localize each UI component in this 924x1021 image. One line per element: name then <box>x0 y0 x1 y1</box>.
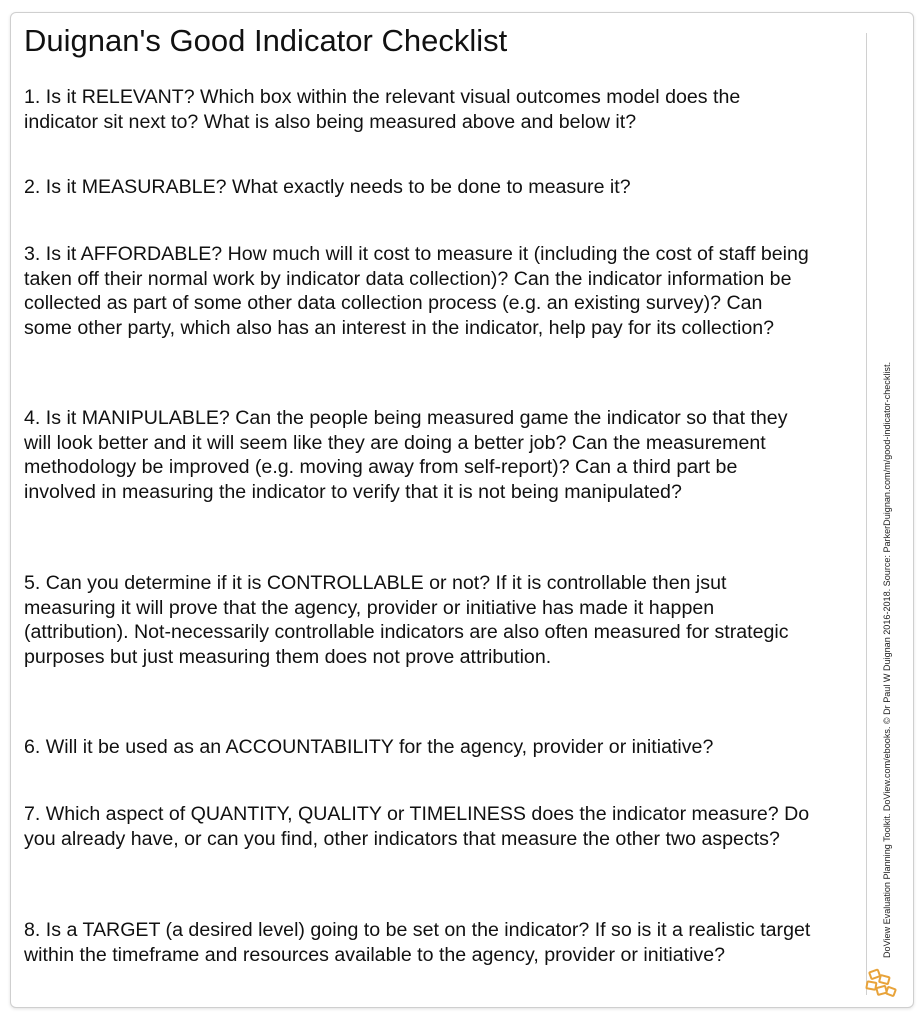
source-note <box>868 360 898 960</box>
source-note-text: DoView Evaluation Planning Toolkit. DoView.com/ebooks. © Dr Paul W Duignan 2016-2018. Source: ParkerDuignan.com/m/good-indicator-checklist. <box>882 366 892 958</box>
doview-logo-icon <box>864 968 898 1000</box>
page-title: Duignan's Good Indicator Checklist <box>24 23 508 58</box>
checklist-item-relevant: 1. Is it RELEVANT? Which box within the relevant visual outcomes model does the indicator sit next to? What is also being measured above and below it? <box>24 86 741 133</box>
checklist-card <box>10 12 914 1008</box>
checklist-item-accountability: 6. Will it be used as an ACCOUNTABILITY for the agency, provider or initiative? <box>24 736 714 758</box>
checklist-item-quantity-quality-timeliness: 7. Which aspect of QUANTITY, QUALITY or TIMELINESS does the indicator measure? Do you already have, or can you find, other indicators that measure the other two aspects? <box>24 803 810 850</box>
checklist-item-measurable: 2. Is it MEASURABLE? What exactly needs to be done to measure it? <box>24 176 631 198</box>
checklist-item-controllable: 5. Can you determine if it is CONTROLLABLE or not? If it is controllable then jsut measuring it will prove that the agency, provider or initiative has made it happen (attribution). Not-necessarily controllable indicators are also often measured for strategic purposes but just measuring them does not prove attribution. <box>24 572 789 668</box>
side-divider <box>866 33 867 995</box>
checklist-item-target: 8. Is a TARGET (a desired level) going to be set on the indicator? If so is it a realistic target within the timeframe and resources available to the agency, provider or initiative? <box>24 919 811 966</box>
checklist-item-affordable: 3. Is it AFFORDABLE? How much will it cost to measure it (including the cost of staff being taken off their normal work by indicator data collection)? Can the indicator information be collected as part of some other data collection process (e.g. an existing survey)? Can some other party, which also has an interest in the indicator, help pay for its collection? <box>24 243 809 339</box>
checklist-item-manipulable: 4. Is it MANIPULABLE? Can the people being measured game the indicator so that they will look better and it will seem like they are doing a better job? Can the measurement methodology be improved (e.g. moving away from self-report)? Can a third part be involved in measuring the indicator to verify that it is not being manipulated? <box>24 407 788 503</box>
